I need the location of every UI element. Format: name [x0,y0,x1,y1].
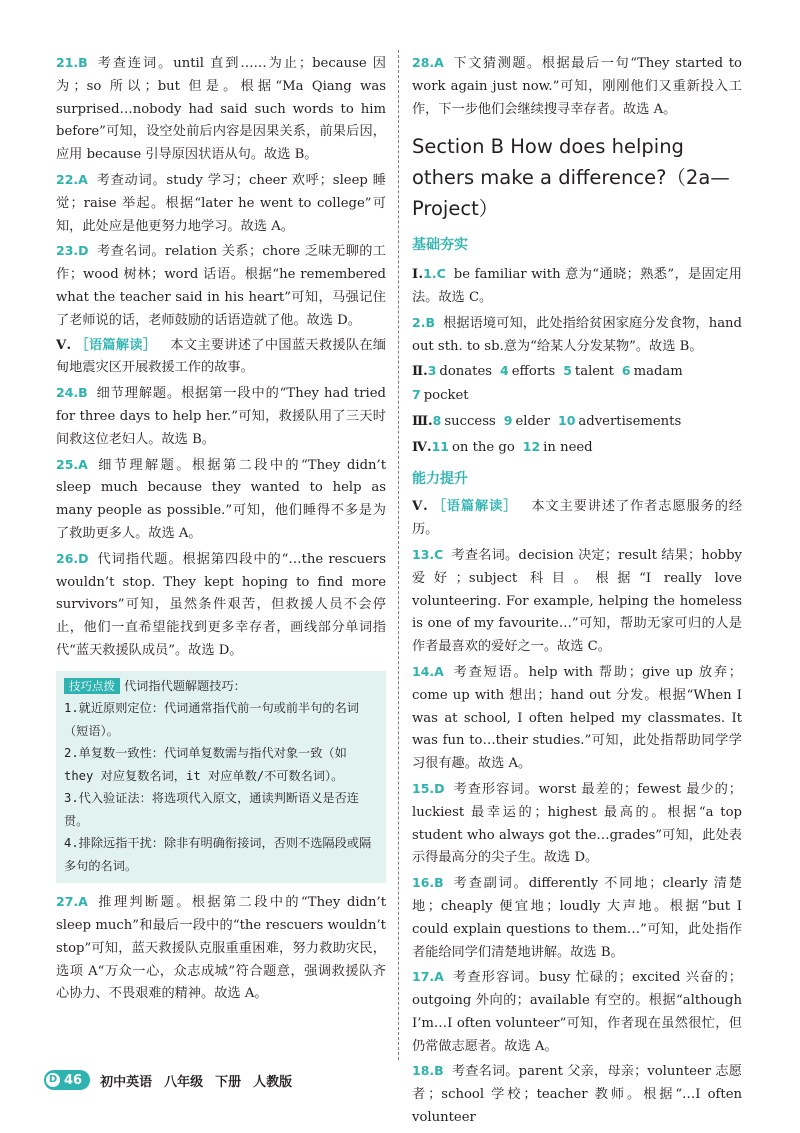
question-number: 10 [558,412,576,428]
answer-item [56,169,386,238]
answer-item [412,52,742,121]
answer-row [412,360,742,408]
answer-word: on the go [451,439,515,455]
question-number: 18.B [412,1063,444,1079]
question-number: 13.C [412,546,444,562]
answer-cell [622,360,683,384]
answer-item [56,52,386,167]
answer-row [412,436,742,460]
section-v-intro [56,335,386,381]
roman-numeral: Ⅳ. [412,439,432,455]
tip-box [56,671,386,884]
question-number: 28.A [412,55,444,70]
roman-numeral: Ⅱ. [412,364,428,380]
answer-item [412,312,742,359]
question-number: 17.A [412,969,444,985]
answer-word: elder [515,413,551,429]
question-number: 15.D [412,780,445,796]
tip-line: 3.代入验证法：将选项代入原文，通读判断语义是否连贯。 [64,791,359,828]
passage-tag: ［语篇解读］ [431,499,518,515]
answer-item [412,1060,742,1129]
answer-cell [504,410,550,434]
explanation-text: 考查形容词。busy 忙碌的；excited 兴奋的；outgoing 外向的；available 有空的。根据“although I’m…I often volunteer”可知，作者现在虽然很忙，但仍常做志愿者。故选 A。 [412,970,742,1054]
explanation-text: 考查名词。parent 父亲，母亲；volunteer 志愿者；school 学校；teacher 教师。根据“…I often volunteer [412,1064,742,1126]
page-badge [44,1070,90,1090]
question-number: 21.B [56,55,88,70]
explanation-text: 根据语境可知，此处指给贫困家庭分发食物，hand out sth. to sb.意为“给某人分发某物”。故选 B。 [412,315,742,354]
question-number: 7 [412,387,421,403]
question-number: 4 [500,363,509,379]
answer-item [56,548,386,663]
subhead-basic: 基础夯实 [412,237,468,254]
tip-title: 代词指代题解题技巧： [124,678,246,693]
tip-line: 1.就近原则定位：代词通常指代前一句或前半句的名词（短语）。 [64,701,359,738]
explanation-text: 推理判断题。根据第二段中的“They didn’t sleep much”和最后一段中的“the rescuers wouldn’t stop”可知，蓝天救援队克服重重困难，努力救助灾民，选项 A“万众一心，众志成城”符合题意，强调救援队齐心协力、不畏艰难的精神。故选 A。 [56,895,386,1002]
answer-word: success [444,413,496,429]
question-number: 3 [427,363,437,379]
passage-tag: ［语篇解读］ [75,337,157,353]
question-number: 16.B [412,875,444,891]
footer-volume: 下册 [215,1074,242,1090]
passage-summary: 本文主要讲述了中国蓝天救援队在缅甸地震灾区开展救援工作的故事。 [56,337,387,376]
question-number: 2.B [412,314,435,330]
tip-line: 4.排除远指干扰：除非有明确衔接词，否则不选隔段或隔多句的名词。 [64,836,372,873]
answer-item [412,778,742,870]
answer-item [412,966,742,1058]
explanation-text: 代词指代题。根据第四段中的“…the rescuers wouldn’t stop. They kept hoping to find more survivors”可知，虽然条件艰苦，但救援人员不会停止，他们一直希望能找到更多幸存者，画线部分单词指代“蓝天救援队成员”。故选 D。 [56,551,386,658]
column-divider [398,50,399,1060]
answer-cell [428,360,492,384]
question-number: 1.C [423,266,446,282]
answer-word: donates [439,364,493,380]
answer-item [412,263,742,310]
roman-numeral: Ⅴ. [412,499,428,515]
roman-numeral: Ⅴ. [56,337,72,353]
answer-word: in need [543,439,593,455]
answer-cell [500,360,555,384]
answer-item [56,891,386,1006]
answer-word: advertisements [578,413,682,429]
explanation-text: 考查名词。decision 决定；result 结果；hobby 爱好；subject 科目。根据“I really love volunteering. For example, helping the homeless is one of my favourite…”可知，帮助无家可归的人是作者最喜欢的爱好之一。故选 C。 [412,547,742,655]
answer-cell [432,436,515,460]
answer-cell [412,384,469,408]
answer-word: talent [574,364,614,380]
footer-subject: 初中英语 [100,1074,153,1090]
answer-cell [558,410,681,434]
question-number: 6 [621,363,631,379]
answer-word: pocket [423,388,469,404]
tip-label: 技巧点拨 [64,678,120,694]
explanation-text: 考查短语。help with 帮助；give up 放弃；come up with 想出；hand out 分发。根据“When I was at school, I often helped my classmates. It was fun to…their studies.”可知，此处指帮助同学学习很有趣。故选 A。 [412,664,742,772]
section-b-title: Section B How does helping others make a difference?（2a—Project） [412,135,730,221]
answer-cell [433,410,496,434]
answer-word: efforts [511,364,556,380]
roman-numeral: Ⅲ. [412,413,433,429]
answer-word: madam [633,364,683,380]
page-footer [44,1070,304,1090]
question-number: 24.B [56,385,88,401]
question-number: 11 [431,438,449,454]
section-v-intro [412,496,742,542]
explanation-text: 考查动词。study 学习；cheer 欢呼；sleep 睡觉；raise 举起。根据“later he went to college”可知，此处应是他更努力地学习。故选 A。 [56,172,386,234]
footer-edition: 人教版 [253,1074,293,1090]
question-number: 23.D [56,243,89,259]
question-number: 26.D [56,550,89,566]
explanation-text: 考查名词。relation 关系；chore 乏味无聊的工作；wood 树林；word 话语。根据“he remembered what the teacher said in his heart”可知，马强记住了老师说的话，老师鼓励的话语造就了他。故选 D。 [56,244,386,328]
explanation-text: 细节理解题。根据第二段中的“They didn’t sleep much because they wanted to help as many people as possible.”可知，他们睡得不多是为了救助更多人。故选 A。 [56,457,386,541]
left-column [56,52,386,1008]
question-number: 12 [522,438,541,454]
right-column [412,52,742,1132]
roman-numeral: Ⅰ. [412,267,424,283]
explanation-text: 考查形容词。worst 最差的；fewest 最少的；luckiest 最幸运的；highest 最高的。根据“a top student who always got the…grades”可知，此处表示得最高分的尖子生。故选 D。 [412,781,742,866]
answer-item [412,544,742,659]
question-number: 5 [563,363,572,379]
answer-item [412,661,742,776]
question-number: 27.A [56,894,88,910]
book-icon: D [46,1073,60,1087]
question-number: 22.A [56,171,88,187]
question-number: 14.A [412,663,444,679]
explanation-text: be familiar with 意为“通晓；熟悉”，是固定用法。故选 C。 [412,267,742,305]
answer-item [56,382,386,451]
answer-item [56,240,386,332]
question-number: 25.A [56,456,88,472]
question-number: 9 [503,412,513,428]
answer-cell [563,360,614,384]
explanation-text: 细节理解题。根据第一段中的“They had tried for three days to help her.”可知，救援队用了三天时间救这位老妇人。故选 B。 [56,386,386,447]
tip-line: 2.单复数一致性：代词单复数需与指代对象一致（如 they 对应复数名词，it 对应单数/不可数名词）。 [64,746,347,783]
explanation-text: 下文猜测题。根据最后一句“They started to work again just now.”可知，刚刚他们又重新投入工作，下一步他们会继续搜寻幸存者。故选 A。 [412,56,742,117]
question-number: 8 [432,412,442,428]
answer-item [56,454,386,546]
explanation-text: 考查连词。until 直到……为止；because 因为；so 所以；but 但是。根据“Ma Qiang was surprised…nobody had said such words to him before”可知，设空处前后内容是因果关系，前果后因，应用 because 引导原因状语从句。故选 B。 [56,56,386,163]
answer-row [412,410,742,434]
explanation-text: 考查副词。differently 不同地；clearly 清楚地；cheaply 便宜地；loudly 大声地。根据“but I could explain questions to them…”可知，此处指作者能给同学们清楚地讲解。故选 B。 [412,876,742,960]
answer-cell [523,436,593,460]
answer-item [412,872,742,964]
subhead-ability: 能力提升 [412,470,468,487]
page-number: 46 [64,1072,83,1088]
footer-grade: 八年级 [164,1074,204,1090]
passage-summary: 本文主要讲述了作者志愿服务的经历。 [412,499,743,538]
